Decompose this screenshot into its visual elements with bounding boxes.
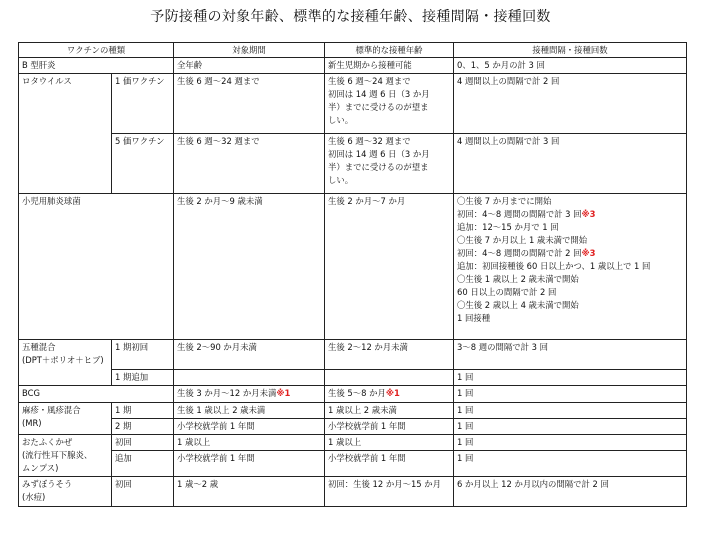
interval-cell: 3～8 週の間隔で計 3 回 [454,340,687,370]
table-row [19,194,687,340]
target-cell [174,370,325,386]
vaccine-name-line: (MR) [22,418,42,428]
standard-cell: 生後 5～8 か月※1 [325,386,454,403]
vaccine-name [19,340,112,386]
vaccine-name-line: 五種混合 [22,342,56,352]
standard-line: 半）までに受けるのが望ま [328,102,429,112]
table-row [19,386,687,403]
target-cell: 小学校就学前 1 年間 [174,419,325,435]
vaccine-name-line: みずぼうそう [22,479,73,489]
vaccine-name-line: 麻疹・風疹混合 [22,405,81,415]
interval-cell: 1 回 [454,435,687,451]
table-row [19,340,687,370]
vaccine-name [19,477,112,507]
sub-type-cell: 初回 [112,477,174,507]
target-cell: 生後 2 か月～9 歳未満 [174,194,325,340]
interval-line: 〇生後 1 歳以上 2 歳未満で開始 [457,274,579,284]
standard-line: 半）までに受けるのが望ま [328,162,429,172]
note-marker: ※1 [276,388,291,398]
standard-line: 生後 6 週～32 週まで [328,136,411,146]
table-row [19,435,687,451]
interval-cell: 1 回 [454,386,687,403]
sub-type-cell: 2 期 [112,419,174,435]
header-standard: 標準的な接種年齢 [325,43,454,58]
interval-cell: 0、1、5 か月の計 3 回 [454,58,687,74]
standard-cell [325,370,454,386]
standard-cell: 初回：生後 12 か月～15 か月 [325,477,454,507]
vaccine-name-line: おたふくかぜ [22,437,73,447]
interval-line: 〇生後 7 か月までに開始 [457,196,552,206]
interval-cell: 4 週間以上の間隔で計 3 回 [454,134,687,194]
vaccine-name-line: (DPT＋ポリオ＋ヒブ) [22,355,104,365]
header-vaccine: ワクチンの種類 [19,43,174,58]
vaccination-schedule-table [18,42,687,507]
standard-cell: 新生児期から接種可能 [325,58,454,74]
interval-line: 初回：4～8 週間の間隔で計 3 回※3 [457,209,596,219]
vaccine-name [19,403,112,435]
table-row [19,419,687,435]
target-cell: 1 歳～2 歳 [174,477,325,507]
interval-line: 〇生後 2 歳以上 4 歳未満で開始 [457,300,579,310]
sub-type-cell: 1 期 [112,403,174,419]
vaccine-name [19,435,112,477]
interval-line: 初回：4～8 週間の間隔で計 2 回※3 [457,248,596,258]
interval-line: 60 日以上の間隔で計 2 回 [457,287,557,297]
vaccine-name: ロタウイルス [19,74,112,194]
target-cell: 生後 1 歳以上 2 歳未満 [174,403,325,419]
target-cell: 全年齢 [174,58,325,74]
target-cell: 生後 6 週～24 週まで [174,74,325,134]
standard-cell: 1 歳以上 [325,435,454,451]
interval-line: 〇生後 7 か月以上 1 歳未満で開始 [457,235,588,245]
sub-type-cell: 1 期初回 [112,340,174,370]
table-row [19,74,687,134]
interval-cell: 1 回 [454,419,687,435]
standard-cell: 1 歳以上 2 歳未満 [325,403,454,419]
vaccine-name-line: ムンプス) [22,463,59,473]
table-row [19,58,687,74]
interval-cell: 1 回 [454,403,687,419]
interval-line: 1 回接種 [457,313,491,323]
table-row [19,477,687,507]
page-title: 予防接種の対象年齢、標準的な接種年齢、接種間隔・接種回数 [150,9,551,25]
header-interval: 接種間隔・接種回数 [454,43,687,58]
standard-cell: 生後 2 か月～7 か月 [325,194,454,340]
vaccine-name: B 型肝炎 [19,58,174,74]
target-cell: 生後 6 週～32 週まで [174,134,325,194]
standard-line: しい。 [328,175,354,185]
standard-line: 初回は 14 週 6 日（3 か月 [328,89,430,99]
target-cell: 小学校就学前 1 年間 [174,451,325,477]
vaccine-name: 小児用肺炎球菌 [19,194,174,340]
standard-cell: 生後 2～12 か月未満 [325,340,454,370]
note-marker: ※3 [581,248,596,258]
standard-line: しい。 [328,115,354,125]
header-target: 対象期間 [174,43,325,58]
interval-cell: 1 回 [454,451,687,477]
sub-type-cell: 追加 [112,451,174,477]
sub-type-cell: 5 価ワクチン [112,134,174,194]
interval-line: 追加：初回接種後 60 日以上かつ、1 歳以上で 1 回 [457,261,651,271]
table-row [19,451,687,477]
note-marker: ※3 [581,209,596,219]
sub-type-cell: 1 価ワクチン [112,74,174,134]
sub-type-cell: 初回 [112,435,174,451]
table-header-row [19,43,687,58]
target-cell: 生後 2～90 か月未満 [174,340,325,370]
standard-line: 初回は 14 週 6 日（3 か月 [328,149,430,159]
interval-cell [454,194,687,340]
standard-cell [325,74,454,134]
interval-line: 追加：12～15 か月で 1 回 [457,222,559,232]
interval-cell: 1 回 [454,370,687,386]
table-row [19,134,687,194]
note-marker: ※1 [385,388,400,398]
standard-cell [325,134,454,194]
vaccine-name: BCG [19,386,174,403]
table-row [19,370,687,386]
table-row [19,403,687,419]
vaccine-name-line: (流行性耳下腺炎、 [22,450,93,460]
sub-type-cell: 1 期追加 [112,370,174,386]
interval-cell: 6 か月以上 12 か月以内の間隔で計 2 回 [454,477,687,507]
vaccine-name-line: (水痘) [22,492,46,502]
standard-line: 生後 6 週～24 週まで [328,76,411,86]
target-cell: 生後 3 か月～12 か月未満※1 [174,386,325,403]
standard-cell: 小学校就学前 1 年間 [325,419,454,435]
standard-cell: 小学校就学前 1 年間 [325,451,454,477]
interval-cell: 4 週間以上の間隔で計 2 回 [454,74,687,134]
target-cell: 1 歳以上 [174,435,325,451]
